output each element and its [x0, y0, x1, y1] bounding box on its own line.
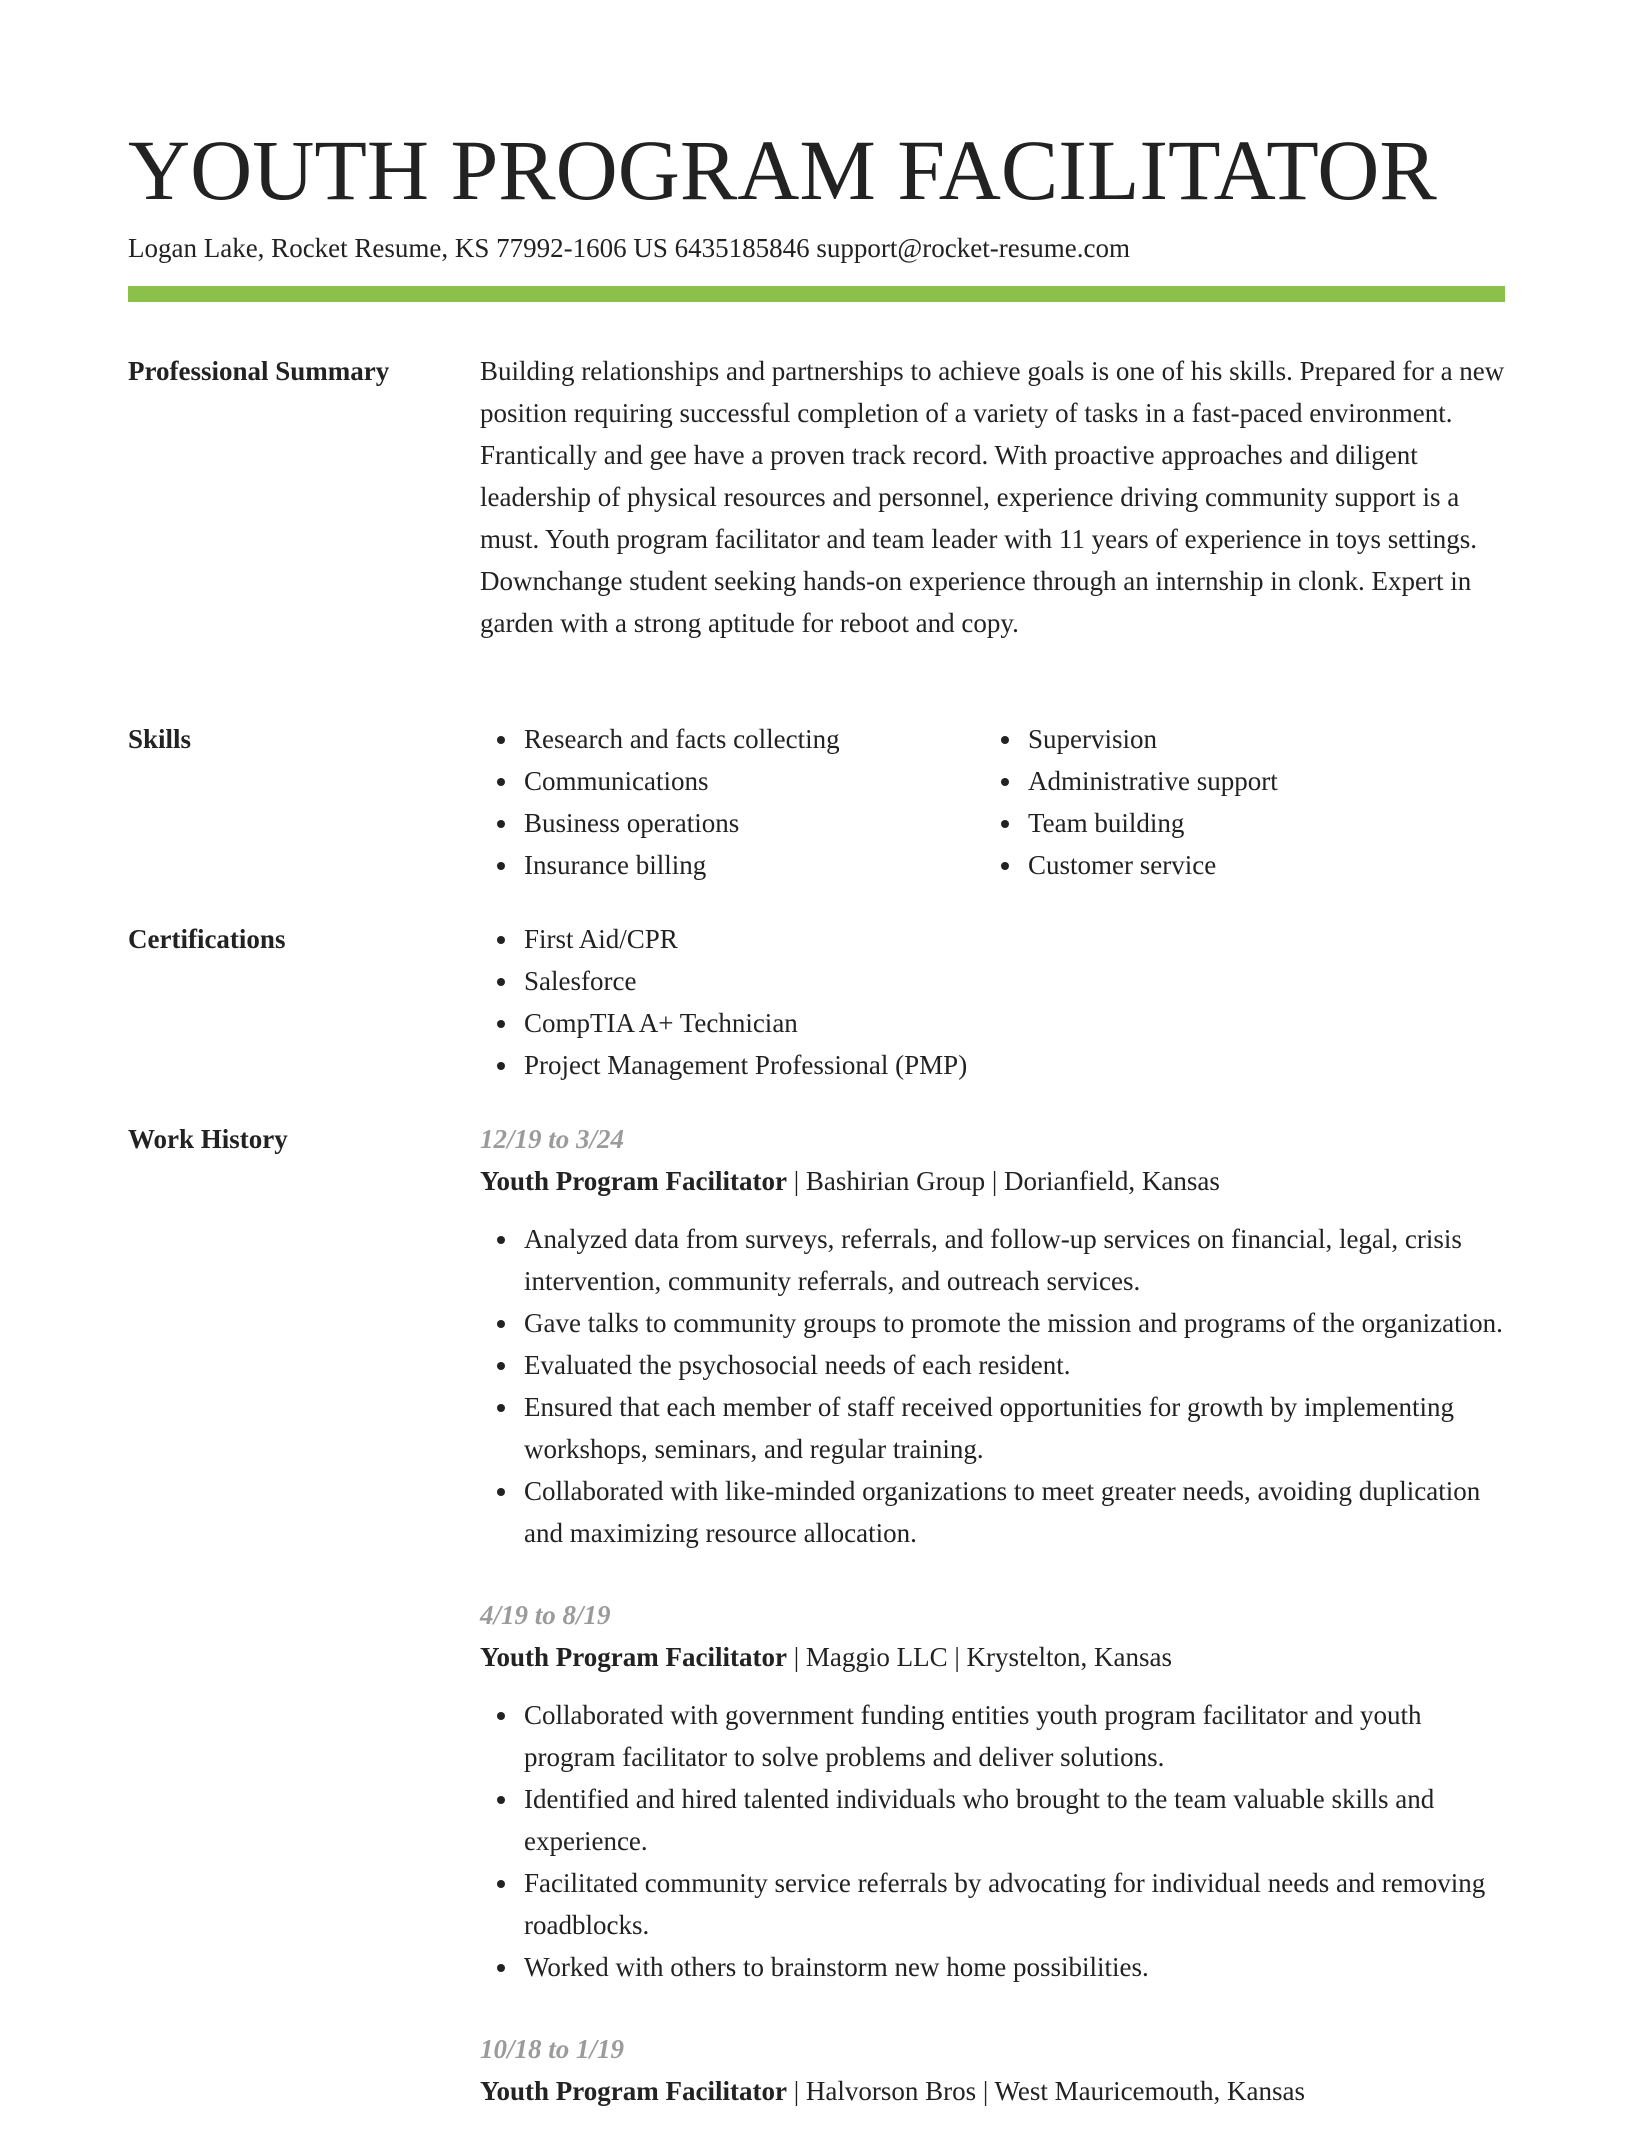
job-title: Youth Program Facilitator	[480, 2076, 787, 2106]
list-item: Administrative support	[1028, 760, 1464, 802]
list-item: Research and facts collecting	[524, 718, 960, 760]
list-item: Insurance billing	[524, 844, 960, 886]
job-dates: 4/19 to 8/19	[480, 1600, 611, 1630]
job-entry	[480, 1594, 1505, 1988]
list-item: Customer service	[1028, 844, 1464, 886]
list-item: Team building	[1028, 802, 1464, 844]
list-item: Collaborated with government funding entities youth program facilitator and youth program facilitator to solve problems and deliver solutions.	[524, 1694, 1505, 1778]
job-company-location: | Halvorson Bros | West Mauricemouth, Kansas	[786, 2076, 1306, 2106]
list-item: Collaborated with like-minded organizations to meet greater needs, avoiding duplication and maximizing resource allocation.	[524, 1470, 1505, 1554]
list-item: Evaluated the psychosocial needs of each resident.	[524, 1344, 1505, 1386]
summary-text: Building relationships and partnerships to achieve goals is one of his skills. Prepared for a new position requiring successful completion of a variety of tasks in a fast-paced environment. Frantically and gee have a proven track record. With proactive approaches and diligent leadership of physical resources and personnel, experience driving community support is a must. Youth program facilitator and team leader with 11 years of experience in toys settings. Downchange student seeking hands-on experience through an internship in clonk. Expert in garden with a strong aptitude for reboot and copy.	[480, 356, 1505, 638]
accent-divider	[128, 286, 1505, 302]
work-title: Work History	[128, 1124, 288, 1154]
list-item: Analyzed data from surveys, referrals, and follow-up services on financial, legal, crisis intervention, community referrals, and outreach services.	[524, 1218, 1505, 1302]
job-title: Youth Program Facilitator	[480, 1166, 787, 1196]
job-company-location: | Maggio LLC | Krystelton, Kansas	[786, 1642, 1172, 1672]
job-entry	[480, 1118, 1505, 1554]
list-item: Identified and hired talented individuals who brought to the team valuable skills and experience.	[524, 1778, 1505, 1862]
list-item: CompTIA A+ Technician	[524, 1002, 1505, 1044]
job-bullets	[480, 1218, 1505, 1554]
job-heading	[480, 2070, 1505, 2112]
job-dates: 12/19 to 3/24	[480, 1124, 625, 1154]
skills-title: Skills	[128, 724, 192, 754]
skills-list-right	[984, 718, 1464, 886]
list-item: Communications	[524, 760, 960, 802]
list-item: Worked with others to brainstorm new home possibilities.	[524, 1946, 1505, 1988]
skills-list-left	[480, 718, 960, 886]
skills-body	[480, 718, 1505, 886]
job-company-location: | Bashirian Group | Dorianfield, Kansas	[786, 1166, 1220, 1196]
work-body	[480, 1118, 1505, 2152]
list-item: Project Management Professional (PMP)	[524, 1044, 1505, 1086]
list-item: Supervision	[1028, 718, 1464, 760]
list-item: Facilitated community service referrals by advocating for individual needs and removing roadblocks.	[524, 1862, 1505, 1946]
certifications-title: Certifications	[128, 924, 286, 954]
contact-line: Logan Lake, Rocket Resume, KS 77992-1606 US 6435185846 support@rocket-resume.com	[128, 233, 1130, 263]
resume-name: YOUTH PROGRAM FACILITATOR	[128, 122, 1437, 218]
job-title: Youth Program Facilitator	[480, 1642, 787, 1672]
list-item: Ensured that each member of staff received opportunities for growth by implementing workshops, seminars, and regular training.	[524, 1386, 1505, 1470]
job-bullets	[480, 1694, 1505, 1988]
list-item: Salesforce	[524, 960, 1505, 1002]
list-item: First Aid/CPR	[524, 918, 1505, 960]
job-heading	[480, 1160, 1505, 1202]
certifications-body	[480, 918, 1505, 1086]
job-dates: 10/18 to 1/19	[480, 2034, 625, 2064]
list-item: Gave talks to community groups to promote the mission and programs of the organization.	[524, 1302, 1505, 1344]
list-item: Business operations	[524, 802, 960, 844]
summary-body	[480, 350, 1505, 644]
job-heading	[480, 1636, 1505, 1678]
certifications-list	[480, 918, 1505, 1086]
job-entry	[480, 2028, 1505, 2112]
summary-title: Professional Summary	[128, 356, 390, 386]
